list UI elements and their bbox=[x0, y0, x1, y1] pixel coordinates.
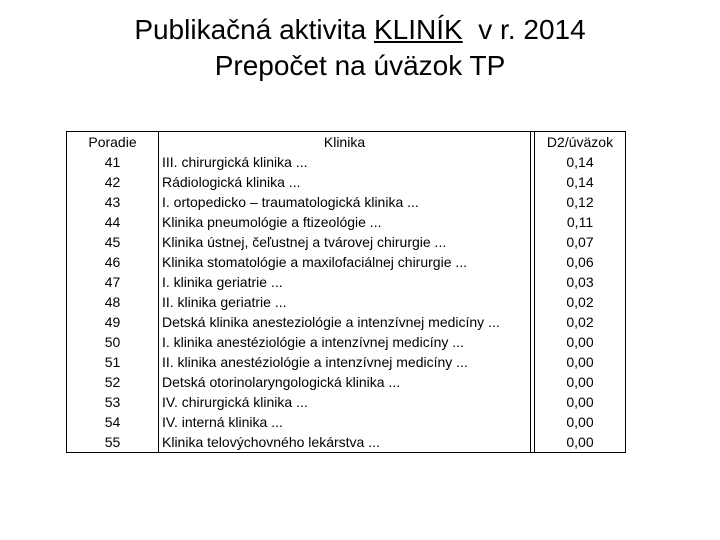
header-rank: Poradie bbox=[67, 132, 159, 153]
cell-clinic: Detská otorinolaryngologická klinika ... bbox=[159, 372, 531, 392]
table-row bbox=[67, 192, 626, 212]
cell-value: 0,00 bbox=[535, 372, 626, 392]
cell-value: 0,00 bbox=[535, 412, 626, 432]
cell-clinic: II. klinika anestéziológie a intenzívnej medicíny ... bbox=[159, 352, 531, 372]
cell-clinic: Detská klinika anesteziológie a intenzívnej medicíny ... bbox=[159, 312, 531, 332]
table-row bbox=[67, 172, 626, 192]
table-row bbox=[67, 212, 626, 232]
cell-rank: 50 bbox=[67, 332, 159, 352]
cell-value: 0,07 bbox=[535, 232, 626, 252]
cell-rank: 47 bbox=[67, 272, 159, 292]
cell-clinic: Rádiologická klinika ... bbox=[159, 172, 531, 192]
cell-rank: 41 bbox=[67, 152, 159, 172]
title-prefix: Publikačná aktivita bbox=[134, 14, 374, 45]
header-clinic: Klinika bbox=[159, 132, 531, 153]
ranking-table bbox=[66, 131, 626, 453]
header-value: D2/úväzok bbox=[535, 132, 626, 153]
table-row bbox=[67, 152, 626, 172]
cell-rank: 43 bbox=[67, 192, 159, 212]
cell-rank: 46 bbox=[67, 252, 159, 272]
cell-value: 0,00 bbox=[535, 432, 626, 453]
cell-clinic: Klinika telovýchovného lekárstva ... bbox=[159, 432, 531, 453]
title-line-2: Prepočet na úväzok TP bbox=[214, 50, 506, 81]
cell-clinic: II. klinika geriatrie ... bbox=[159, 292, 531, 312]
table-row bbox=[67, 232, 626, 252]
table-row bbox=[67, 272, 626, 292]
title-line-1 bbox=[0, 12, 720, 48]
title-suffix: v r. 2014 bbox=[462, 14, 586, 45]
cell-value: 0,12 bbox=[535, 192, 626, 212]
cell-value: 0,00 bbox=[535, 392, 626, 412]
cell-value: 0,00 bbox=[535, 332, 626, 352]
cell-clinic: Klinika stomatológie a maxilofaciálnej chirurgie ... bbox=[159, 252, 531, 272]
cell-clinic: I. ortopedicko – traumatologická klinika ... bbox=[159, 192, 531, 212]
table-row bbox=[67, 432, 626, 453]
table-row bbox=[67, 372, 626, 392]
cell-rank: 53 bbox=[67, 392, 159, 412]
cell-clinic: III. chirurgická klinika ... bbox=[159, 152, 531, 172]
cell-clinic: Klinika pneumológie a ftizeológie ... bbox=[159, 212, 531, 232]
cell-clinic: IV. interná klinika ... bbox=[159, 412, 531, 432]
cell-value: 0,14 bbox=[535, 172, 626, 192]
cell-rank: 42 bbox=[67, 172, 159, 192]
cell-clinic: IV. chirurgická klinika ... bbox=[159, 392, 531, 412]
table-row bbox=[67, 252, 626, 272]
cell-value: 0,14 bbox=[535, 152, 626, 172]
cell-rank: 45 bbox=[67, 232, 159, 252]
cell-value: 0,02 bbox=[535, 312, 626, 332]
table-row bbox=[67, 352, 626, 372]
table-row bbox=[67, 392, 626, 412]
cell-rank: 55 bbox=[67, 432, 159, 453]
table-header-row bbox=[67, 132, 626, 153]
cell-clinic: Klinika ústnej, čeľustnej a tvárovej chirurgie ... bbox=[159, 232, 531, 252]
page-title bbox=[0, 12, 720, 84]
cell-rank: 48 bbox=[67, 292, 159, 312]
cell-rank: 52 bbox=[67, 372, 159, 392]
cell-value: 0,03 bbox=[535, 272, 626, 292]
title-underlined-word: KLINÍK bbox=[374, 14, 463, 45]
table-row bbox=[67, 312, 626, 332]
table-row bbox=[67, 412, 626, 432]
cell-value: 0,11 bbox=[535, 212, 626, 232]
cell-rank: 54 bbox=[67, 412, 159, 432]
cell-value: 0,02 bbox=[535, 292, 626, 312]
cell-value: 0,00 bbox=[535, 352, 626, 372]
cell-value: 0,06 bbox=[535, 252, 626, 272]
table-body bbox=[67, 152, 626, 453]
table-row bbox=[67, 332, 626, 352]
cell-rank: 51 bbox=[67, 352, 159, 372]
table-row bbox=[67, 292, 626, 312]
cell-clinic: I. klinika anestéziológie a intenzívnej medicíny ... bbox=[159, 332, 531, 352]
cell-rank: 44 bbox=[67, 212, 159, 232]
cell-rank: 49 bbox=[67, 312, 159, 332]
ranking-table-container bbox=[66, 131, 626, 453]
cell-clinic: I. klinika geriatrie ... bbox=[159, 272, 531, 292]
